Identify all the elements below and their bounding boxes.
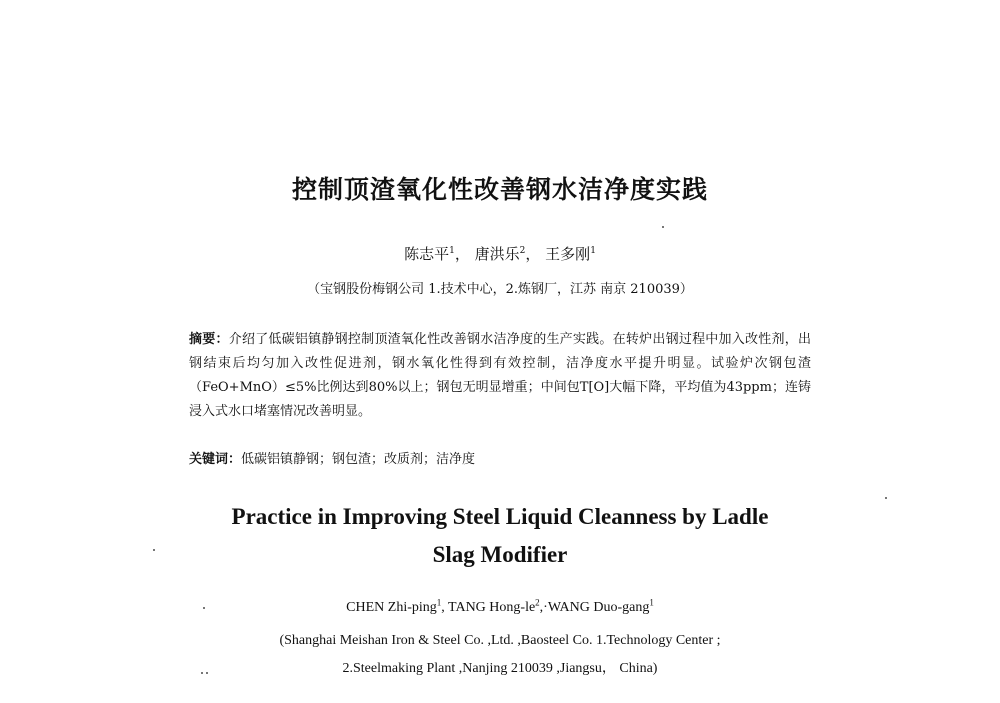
chinese-keywords xyxy=(189,448,811,472)
english-affiliation-line-2: 2.Steelmaking Plant ,Nanjing 210039 ,Jiangsu， China) xyxy=(342,661,658,676)
scan-speck xyxy=(153,549,155,551)
abstract-text: 介绍了低碳铝镇静钢控制顶渣氧化性改善钢水洁净度的生产实践。在转炉出钢过程中加入改性剂，出钢结束后均匀加入改性促进剂，钢水氧化性得到有效控制，洁净度水平提升明显。试验炉次钢包渣（FeO+MnO）≤5%比例达到80%以上；钢包无明显增重；中间包T[O]大幅下降，平均值为43ppm；连铸浸入式水口堵塞情况改善明显。 xyxy=(189,332,811,419)
author-name: 王多刚 xyxy=(545,245,591,263)
author-separator: ， xyxy=(525,245,541,263)
scan-speck xyxy=(662,226,664,228)
chinese-title: 控制顶渣氧化性改善钢水洁净度实践 xyxy=(291,175,708,204)
author-affiliation-mark: 1 xyxy=(436,597,442,608)
author-affiliation-mark: 1 xyxy=(449,246,455,256)
english-authors xyxy=(0,597,1000,616)
author-separator: , xyxy=(441,600,449,615)
author-name: 唐洪乐 xyxy=(474,245,520,263)
chinese-abstract xyxy=(189,328,811,424)
scan-speck xyxy=(201,672,203,674)
abstract-label: 摘要： xyxy=(189,332,229,347)
author-affiliation-mark: 1 xyxy=(590,246,596,256)
author-affiliation-mark: 2 xyxy=(535,597,540,608)
scan-speck xyxy=(885,497,887,499)
author-name: 陈志平 xyxy=(404,245,450,263)
author-name: CHEN Zhi-ping xyxy=(346,600,437,615)
author-affiliation-mark: 1 xyxy=(649,597,654,608)
english-title xyxy=(200,498,800,574)
author-name: WANG Duo-gang xyxy=(547,600,650,615)
author-name: TANG Hong-le xyxy=(448,600,536,615)
scan-speck xyxy=(206,672,208,674)
scan-speck xyxy=(203,607,205,609)
chinese-authors xyxy=(0,243,1000,264)
keywords-label: 关键词： xyxy=(189,452,242,467)
author-separator: ， xyxy=(454,245,470,263)
english-affiliation-line-1: (Shanghai Meishan Iron & Steel Co. ,Ltd. ,Baosteel Co. 1.Technology Center ; xyxy=(279,633,721,648)
author-separator: ,· xyxy=(539,600,548,615)
english-title-line-1: Practice in Improving Steel Liquid Cleanness by Ladle xyxy=(231,504,769,529)
chinese-affiliation: （宝钢股份梅钢公司 1.技术中心，2.炼钢厂，江苏 南京 210039） xyxy=(307,282,693,297)
english-affiliation xyxy=(0,627,1000,683)
author-affiliation-mark: 2 xyxy=(519,246,526,256)
keywords-text: 低碳铝镇静钢；钢包渣；改质剂；洁净度 xyxy=(241,452,476,467)
english-title-line-2: Slag Modifier xyxy=(432,542,568,567)
